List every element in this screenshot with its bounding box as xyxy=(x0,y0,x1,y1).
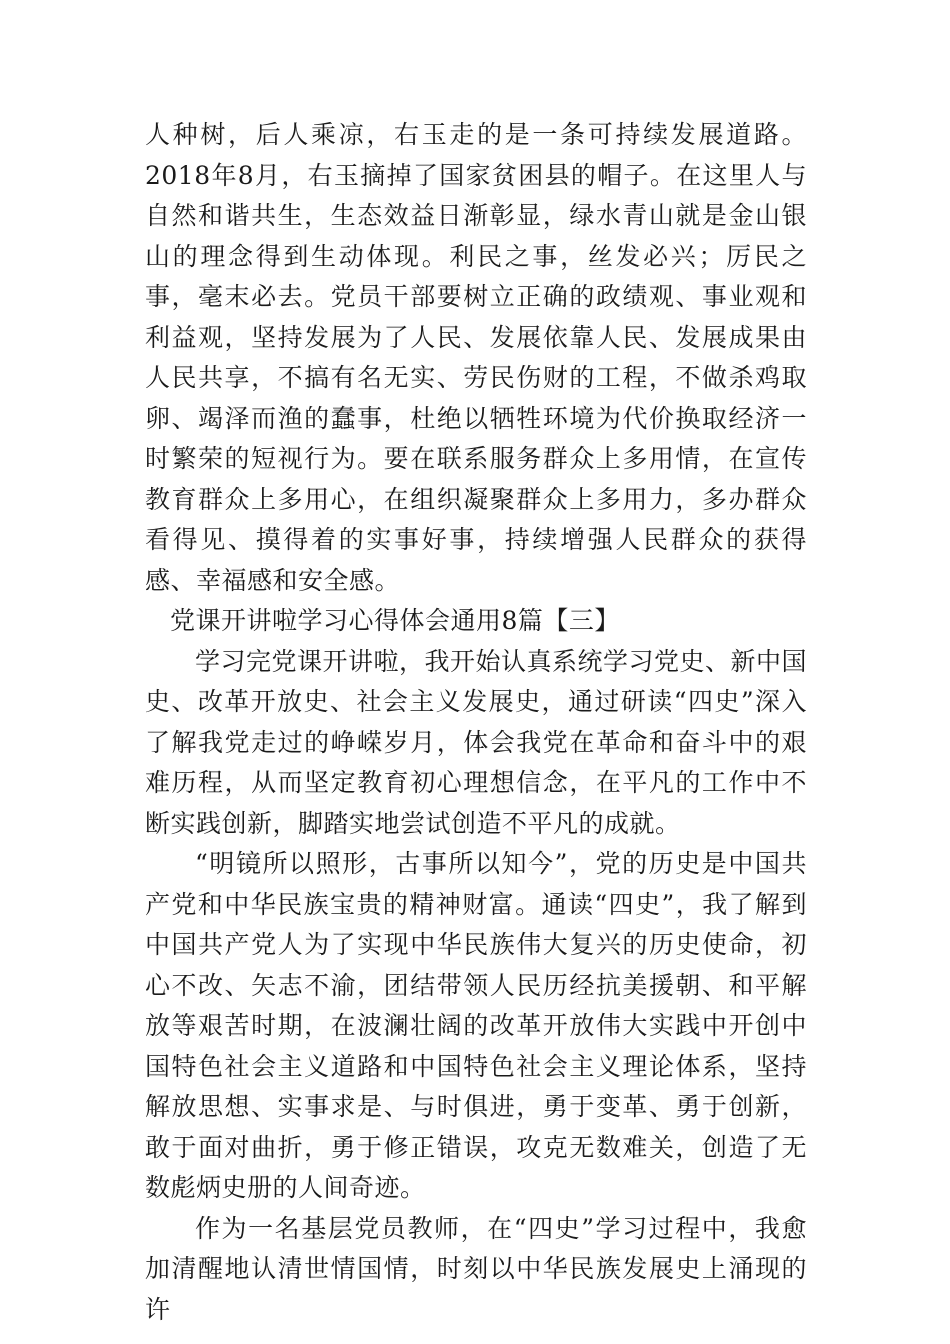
document-body xyxy=(145,115,807,1330)
paragraph: 作为一名基层党员教师，在“四史”学习过程中，我愈加清醒地认清世情国情，时刻以中华民族发展史上涌现的许 xyxy=(145,1213,807,1324)
paragraph: “明镜所以照形，古事所以知今”，党的历史是中国共产党和中华民族宝贵的精神财富。通读“四史”，我了解到中国共产党人为了实现中华民族伟大复兴的历史使命，初心不改、矢志不渝，团结带领人民历经抗美援朝、和平解放等艰苦时期，在波澜壮阔的改革开放伟大实践中开创中国特色社会主义道路和中国特色社会主义理论体系，坚持解放思想、实事求是、与时俱进，勇于变革、勇于创新，敢于面对曲折，勇于修正错误，攻克无数难关，创造了无数彪炳史册的人间奇迹。 xyxy=(145,849,807,1202)
paragraph-continued: 人种树，后人乘凉，右玉走的是一条可持续发展道路。2018年8月，右玉摘掉了国家贫困县的帽子。在这里人与自然和谐共生，生态效益日渐彰显，绿水青山就是金山银山的理念得到生动体现。利民之事，丝发必兴；厉民之事，毫末必去。党员干部要树立正确的政绩观、事业观和利益观，坚持发展为了人民、发展依靠人民、发展成果由人民共享，不搞有名无实、劳民伤财的工程，不做杀鸡取卵、竭泽而渔的蠢事，杜绝以牺牲环境为代价换取经济一时繁荣的短视行为。要在联系服务群众上多用情，在宣传教育群众上多用心，在组织凝聚群众上多用力，多办群众看得见、摸得着的实事好事，持续增强人民群众的获得感、幸福感和安全感。 xyxy=(145,120,807,595)
paragraph: 学习完党课开讲啦，我开始认真系统学习党史、新中国史、改革开放史、社会主义发展史，通过研读“四史”深入了解我党走过的峥嵘岁月，体会我党在革命和奋斗中的艰难历程，从而坚定教育初心理想信念，在平凡的工作中不断实践创新，脚踏实地尝试创造不平凡的成就。 xyxy=(145,646,808,838)
section-heading: 党课开讲啦学习心得体会通用8篇【三】 xyxy=(170,606,620,635)
